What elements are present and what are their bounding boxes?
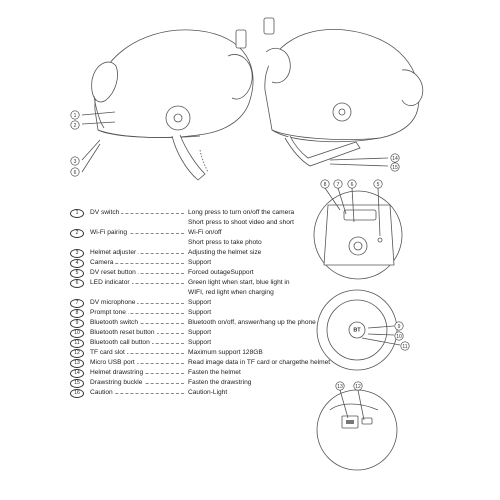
legend-number: 5 — [70, 269, 84, 278]
legend-number: 3 — [70, 249, 84, 258]
legend-label-text: Bluetooth reset button — [90, 328, 155, 336]
callout-number: 3 — [73, 158, 77, 165]
legend-description: Maximum support 128GB — [188, 348, 263, 356]
legend-label — [90, 358, 188, 368]
legend-row — [70, 278, 340, 288]
legend-label — [90, 388, 188, 398]
legend-label — [90, 318, 188, 328]
legend-description: Support — [188, 298, 212, 306]
legend-row — [70, 368, 340, 378]
callout-number: 5 — [376, 181, 380, 188]
legend-label — [90, 298, 188, 308]
legend-row — [70, 308, 340, 318]
legend-row — [70, 258, 340, 268]
legend-description: Wi-Fi on/off — [188, 228, 222, 236]
legend-description: Support — [188, 338, 212, 346]
legend-row — [70, 228, 340, 238]
legend-label-text: Helmet drawstring — [90, 368, 144, 376]
callout-number: 2 — [73, 122, 77, 129]
callout-number: 12 — [355, 383, 361, 390]
legend-row — [70, 378, 340, 388]
legend-label-text: DV switch — [90, 209, 120, 216]
legend-description: Adjusting the helmet size — [188, 248, 262, 256]
legend-description: Green light when start, blue light in — [188, 278, 290, 286]
legend-label-text: Camera — [90, 258, 114, 266]
legend-label-text: Bluetooth switch — [90, 318, 139, 326]
legend-row — [70, 348, 340, 358]
legend-label — [90, 348, 188, 358]
callout-number: 14 — [392, 155, 398, 162]
legend-label — [90, 258, 188, 268]
legend-label — [90, 378, 188, 388]
legend-row — [70, 338, 340, 348]
legend-row — [70, 238, 340, 248]
callout-number: 10 — [396, 333, 402, 340]
legend-number: 13 — [70, 359, 84, 368]
legend-description: WIFI, red light when charging — [188, 288, 274, 296]
legend-number: 14 — [70, 369, 84, 378]
legend-row — [70, 268, 340, 278]
legend-number: 12 — [70, 349, 84, 358]
legend-description: Short press to take photo — [188, 238, 262, 246]
legend-label — [90, 208, 188, 218]
callout-number: 11 — [402, 343, 408, 350]
legend-label-text: Wi-Fi pairing — [90, 228, 128, 236]
legend-label-text: Bluetooth call button — [90, 338, 150, 346]
legend-description: Long press to turn on/off the camera — [188, 209, 295, 216]
legend-number: 2 — [70, 229, 84, 238]
legend-description: Forced outageSupport — [188, 268, 254, 276]
legend-number: 4 — [70, 259, 84, 268]
feature-legend — [70, 208, 340, 398]
legend-row — [70, 318, 340, 328]
legend-row — [70, 208, 340, 218]
legend-label-text: TF card slot — [90, 348, 125, 356]
legend-label — [90, 328, 188, 338]
legend-label — [90, 368, 188, 378]
legend-number: 1 — [70, 209, 84, 218]
right-callouts — [391, 154, 399, 171]
bt-callouts — [353, 322, 409, 350]
legend-description: Bluetooth on/off, answer/hang up the phone — [188, 318, 316, 326]
callout-number: 6 — [350, 181, 354, 188]
left-callouts — [71, 111, 79, 176]
legend-description: Read image data in TF card or chargethe helmet — [188, 358, 331, 366]
legend-row — [70, 288, 340, 298]
callout-number: 15 — [392, 164, 398, 171]
legend-number: 9 — [70, 319, 84, 328]
legend-label-text: Micro USB port — [90, 358, 135, 366]
legend-description: Caution-Light — [188, 388, 228, 396]
legend-number: 8 — [70, 309, 84, 318]
legend-label-text: LED indicator — [90, 278, 130, 286]
callout-number: 6 — [73, 169, 77, 176]
callout-number: 1 — [73, 112, 77, 119]
legend-row — [70, 328, 340, 338]
legend-label-text: Helmet adjuster — [90, 248, 137, 256]
callout-number: 7 — [336, 181, 340, 188]
legend-number: 10 — [70, 329, 84, 338]
legend-number: 7 — [70, 299, 84, 308]
legend-row — [70, 218, 340, 228]
legend-label-text: DV microphone — [90, 298, 136, 306]
legend-description: Support — [188, 328, 212, 336]
legend-label-text: Prompt tone — [90, 308, 126, 316]
camera-callouts — [321, 180, 382, 188]
legend-number: 11 — [70, 339, 84, 348]
legend-number: 6 — [70, 279, 84, 288]
legend-label-text: Drawstring buckle — [90, 378, 143, 386]
legend-label — [90, 308, 188, 318]
callout-number: 13 — [337, 383, 343, 390]
callout-number: 9 — [397, 323, 401, 330]
legend-number: 15 — [70, 379, 84, 388]
legend-label — [90, 278, 188, 288]
legend-description: Fasten the drawstring — [188, 378, 252, 386]
legend-row — [70, 248, 340, 258]
legend-row — [70, 298, 340, 308]
callout-number: 8 — [323, 181, 327, 188]
legend-label — [90, 248, 188, 258]
legend-description: Fasten the helmet — [188, 368, 241, 376]
legend-row — [70, 358, 340, 368]
bt-label: BT — [353, 327, 361, 334]
legend-row — [70, 388, 340, 398]
legend-description: Support — [188, 258, 212, 266]
legend-label — [90, 338, 188, 348]
legend-label — [90, 268, 188, 278]
legend-description: Short press to shoot video and short — [188, 218, 294, 226]
legend-label-text: DV reset button — [90, 268, 136, 276]
legend-label-text: Caution — [90, 388, 113, 396]
legend-label — [90, 228, 188, 238]
legend-number: 16 — [70, 389, 84, 398]
legend-description: Support — [188, 308, 212, 316]
